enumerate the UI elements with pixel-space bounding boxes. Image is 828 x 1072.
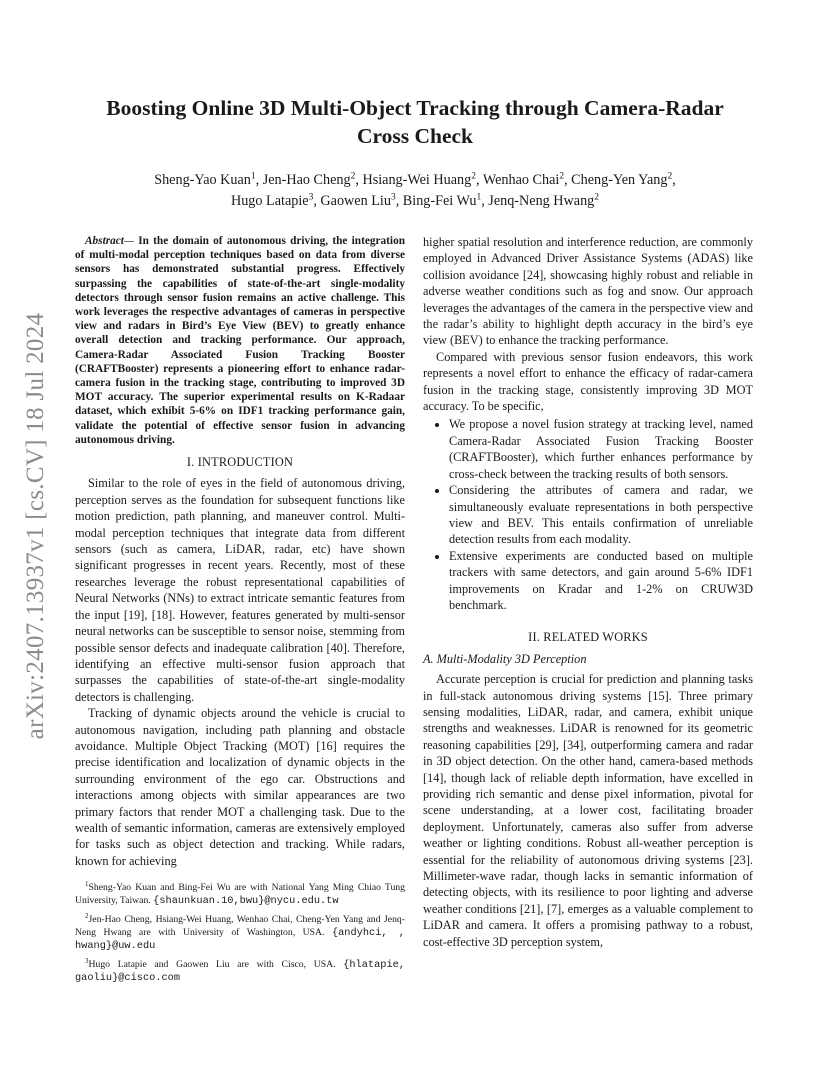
contribution-intro-paragraph: Compared with previous sensor fusion endeavors, this work represents a novel effort to enhance the efficacy of radar-camera fusion in the tracking stage, consistently improving 3D MOT accuracy. To be specific, <box>423 349 753 414</box>
left-column <box>75 234 405 869</box>
section-heading-related-works: II. RELATED WORKS <box>528 630 648 645</box>
contribution-item: • Considering the attributes of camera and radar, we simultaneously evaluate representations in both perspective view and BEV. This entails confirmation of unreliable detection results from each modality. <box>449 482 753 548</box>
author-separator: , <box>476 172 483 188</box>
author-name: Wenhao Chai <box>482 172 560 188</box>
footnote-3-email: {hlatapie, gaoliu}@cisco.com <box>75 959 405 985</box>
author-separator: , <box>564 172 572 188</box>
author-affiliation-mark: 2 <box>594 192 600 203</box>
contribution-list <box>423 416 753 613</box>
author-name: Bing-Fei Wu <box>402 193 477 209</box>
contribution-item: • We propose a novel fusion strategy at tracking level, named Camera-Radar Associated Fusion Tracking Booster (CRAFTBooster), which further enhances performance by cross-check between the tracking results of both sensors. <box>449 416 753 482</box>
continued-paragraph: higher spatial resolution and interference reduction, are commonly employed in Advanced Driver Assistance Systems (ADAS) like collision avoidance [24], showcasing highly robust and reliable in adverse weather conditions such as fog and snow. Our approach leverages the advantages of the camera in the perspective view and the radar’s ability to highlight depth accuracy in the bird’s eye view (BEV) to enhance the tracking performance. <box>423 235 753 348</box>
author-separator: , <box>672 172 676 188</box>
author-name: Hsiang-Wei Huang <box>362 172 472 188</box>
author-name: Sheng-Yao Kuan <box>154 172 251 188</box>
arxiv-identifier-text: arXiv:2407.13937v1 [cs.CV] 18 Jul 2024 <box>22 312 49 740</box>
author-separator: , <box>313 193 321 209</box>
author-affiliation-mark: 2 <box>667 171 673 182</box>
footnote-3: $^3$Hugo Latapie and Gaowen Liu are with Cisco, USA. {hlatapie, gaoliu}@cisco.com <box>75 957 405 985</box>
abstract <box>75 234 405 447</box>
footnote-1-email: {shaunkuan.10,bwu}@nycu.edu.tw <box>153 894 339 907</box>
section-heading-introduction: I. INTRODUCTION <box>186 455 294 470</box>
author-separator: , <box>355 172 363 188</box>
author-affiliation-mark: 3 <box>390 192 396 203</box>
author-name: Jenq-Neng Hwang <box>488 193 595 209</box>
related-works-paragraph: Accurate perception is crucial for prediction and planning tasks in full-stack autonomous driving systems [15]. Three primary sensing modalities, LiDAR, radar, and camera, exhibit unique strengths and weaknesses. LiDAR is renowned for its geometric reasoning capabilities [29], [34], outperforming camera and radar in 3D object detection. On the other hand, camera-based methods [14], though lack of reliable depth information, have excelled in providing rich semantic and dense pixel information, pivotal for scene understanding, at a lower cost, facilitating broader deployment. Unfortunately, cameras also suffer from adverse weather or lighting conditions. Robust all-weather perception is essential for the reliability of autonomous driving systems [23]. Millimeter-wave radar, though lacks in semantic information of detecting objects, with its resilience to poor lighting and adverse weather conditions [21], [7], emerges as a valuable complement to LiDAR and camera. It offers a promising pathway to a robust, cost-effective 3D perception system, <box>423 672 753 949</box>
author-affiliation-mark: 2 <box>471 171 476 182</box>
footnotes <box>75 878 405 988</box>
author-affiliation-mark: 3 <box>308 192 314 203</box>
right-column <box>423 234 753 950</box>
author-name: Gaowen Liu <box>320 193 391 209</box>
author-name: Jen-Hao Cheng <box>262 172 351 188</box>
author-affiliation-mark: 2 <box>559 171 565 182</box>
author-affiliation-mark: 1 <box>476 192 482 203</box>
author-list <box>100 170 730 212</box>
arxiv-identifier-stamp <box>14 296 58 756</box>
abstract-text: In the domain of autonomous driving, the integration of multi-modal perception techniques based on data from diverse sensors has demonstrated substantial progress. Effectively surpassing the capabilities of state-of-the-art single-modality detectors through sensor fusion remains an active challenge. This work leverages the respective advantages of cameras in perspective view and radars in Bird’s Eye View (BEV) to greatly enhance overall detection and tracking performance. Our approach, Camera-Radar Associated Fusion Tracking Booster (CRAFTBooster) represents a pioneering effort to enhance radar-camera fusion in the tracking stage, contributing to improved 3D MOT accuracy. The superior experimental results on K-Radaar dataset, which exhibit 5-6% on IDF1 tracking performance gain, validate the potential of effective sensor fusion in advancing autonomous driving. <box>75 235 406 446</box>
intro-paragraph-2: Tracking of dynamic objects around the vehicle is crucial to autonomous navigation, including path planning and obstacle avoidance. Multiple Object Tracking (MOT) [16] requires the precise identification and localization of dynamic objects in the surrounding environment of the ego car. Obstructions and interactions among objects with similar appearances are two primary factors that render MOT a challenging task. Due to the wealth of semantic information, cameras are extensively employed for tasks such as object detection and tracking. While radars, known for achieving <box>75 706 405 868</box>
footnote-2: $^2$Jen-Hao Cheng, Hsiang-Wei Huang, Wenhao Chai, Cheng-Yen Yang and Jenq-Neng Hwang are with University of Washington, USA. {andyhci, , hwang}@uw.edu <box>75 912 405 952</box>
author-separator: , <box>255 172 263 188</box>
footnote-1: $^1$Sheng-Yao Kuan and Bing-Fei Wu are with National Yang Ming Chiao Tung University, Taiwan. {shaunkuan.10,bwu}@nycu.edu.tw <box>75 880 405 907</box>
author-name: Cheng-Yen Yang <box>571 172 668 188</box>
paper-title: Boosting Online 3D Multi-Object Tracking through Camera-Radar Cross Check <box>106 96 724 148</box>
intro-paragraph-1: Similar to the role of eyes in the field of autonomous driving, perception serves as the foundation for subsequent functions like motion prediction, path planning, and maneuver control. Multi-modal perception techniques that integrate data from different sensors (such as camera, LiDAR, radar, etc) have shown significant progresses in recent years. Recently, most of these researches leverage the robust representational capabilities of Neural Networks (NNs) to extract intricate semantic features from the input [19], [18]. However, features generated by multi-sensor neural networks can be susceptible to sensor noise, stemming from possible sensor defects and inadequate calibration [40]. Therefore, identifying an effective multi-sensor fusion approach that surpasses the capabilities of state-of-the-art single-modality detectors is challenging. <box>75 476 405 704</box>
author-affiliation-mark: 2 <box>350 171 356 182</box>
author-separator: , <box>481 193 489 209</box>
author-separator: , <box>395 193 403 209</box>
contribution-item: • Extensive experiments are conducted based on multiple trackers with same detectors, and gain around 5-6% IDF1 improvements on Kradar and 1-2% on CRUW3D benchmark. <box>449 548 753 614</box>
author-name: Hugo Latapie <box>230 193 309 209</box>
author-affiliation-mark: 1 <box>250 171 256 182</box>
footnote-2-email: {andyhci, , hwang}@uw.edu <box>75 927 405 952</box>
subsection-heading-multimodality: A. Multi-Modality 3D Perception <box>423 651 587 666</box>
abstract-label: Abstract— <box>85 235 134 247</box>
